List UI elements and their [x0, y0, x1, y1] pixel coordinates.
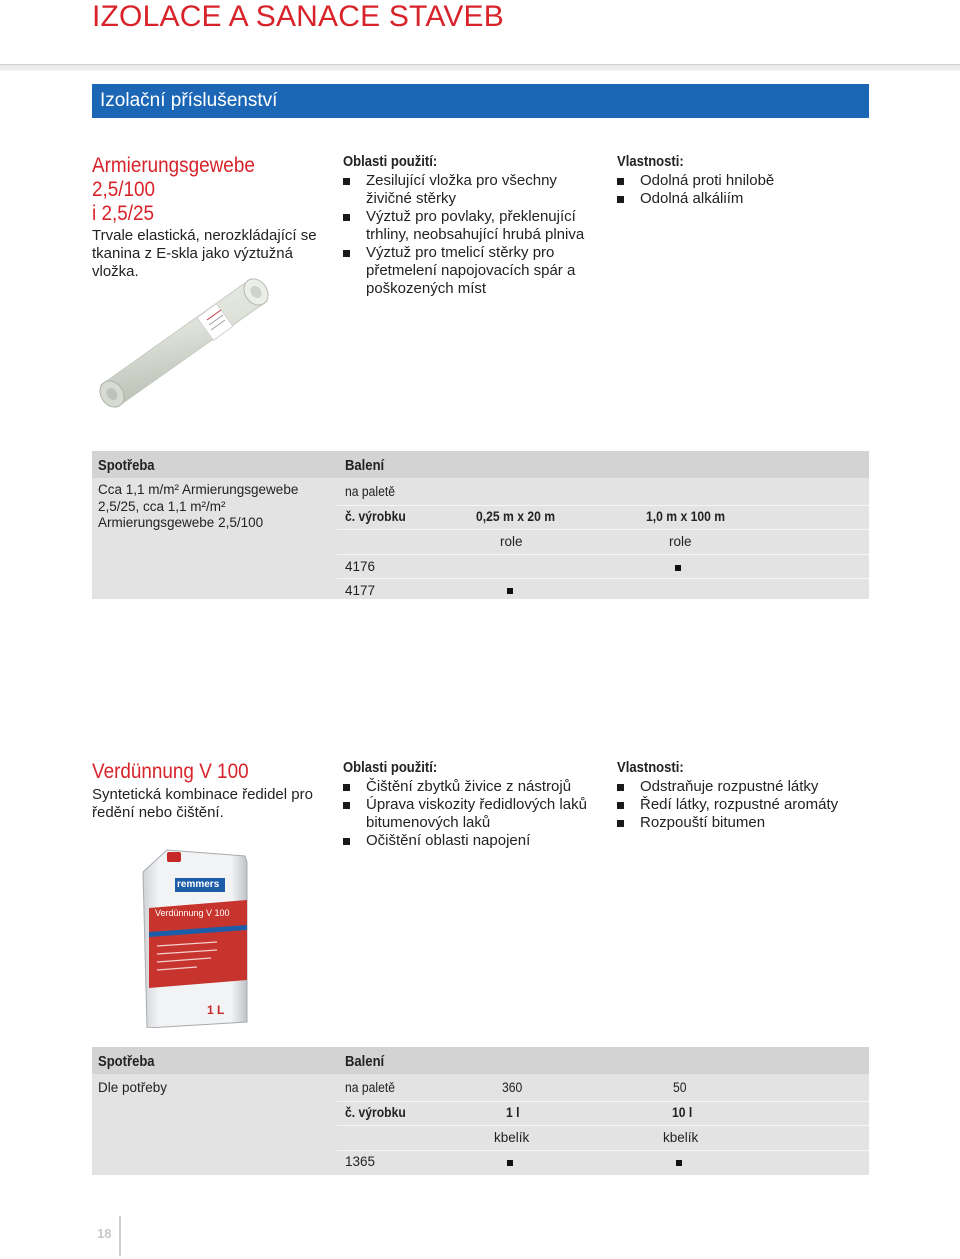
consumption-heading: Spotřeba — [98, 458, 155, 474]
list-item: Výztuž pro tmelicí stěrky pro přetmelení napojovacích spár a poškozených míst — [343, 244, 603, 298]
availability-mark — [507, 588, 513, 594]
row-divider — [337, 1125, 869, 1126]
usage-block-1 — [343, 154, 603, 298]
list-item: Odolná alkáliím — [617, 190, 857, 208]
availability-mark — [507, 1160, 513, 1166]
list-item: Odstraňuje rozpustné látky — [617, 778, 867, 796]
list-item: Očištění oblasti napojení — [343, 832, 603, 850]
list-item: Rozpouští bitumen — [617, 814, 867, 832]
unit-label: kbelík — [494, 1130, 530, 1145]
unit-label: role — [500, 534, 523, 549]
row-divider — [337, 1150, 869, 1151]
properties-heading: Vlastnosti: — [617, 760, 684, 776]
properties-block-1 — [617, 154, 857, 208]
section-header — [92, 84, 869, 118]
product-name-line2: i 2,5/25 — [92, 202, 155, 225]
properties-list — [617, 172, 857, 208]
pallet-value: 50 — [673, 1080, 687, 1095]
usage-heading: Oblasti použití: — [343, 154, 438, 170]
product-name: Verdünnung V 100 — [92, 760, 249, 783]
table-header-row — [92, 1047, 869, 1074]
packaging-heading: Balení — [345, 1054, 385, 1070]
unit-label: kbelík — [663, 1130, 699, 1145]
pallet-label: na paletě — [345, 1080, 396, 1095]
row-divider — [337, 529, 869, 530]
product-image-solvent-can — [137, 848, 249, 1028]
page-title: IZOLACE A SANACE STAVEB — [92, 0, 504, 33]
article-code: 4176 — [345, 559, 376, 574]
product-intro-2 — [92, 760, 327, 822]
product-image-mesh-roll — [95, 275, 280, 410]
can-brand-label: remmers — [177, 879, 220, 890]
product-description: Syntetická kombinace ředidel pro ředění nebo čištění. — [92, 786, 313, 821]
page-number-rule — [119, 1216, 121, 1256]
article-code: 1365 — [345, 1154, 376, 1169]
availability-mark — [675, 565, 681, 571]
row-divider — [337, 1101, 869, 1102]
row-divider — [337, 554, 869, 555]
can-body — [137, 848, 249, 1028]
usage-list — [343, 172, 603, 298]
article-code: 4177 — [345, 583, 376, 598]
usage-heading: Oblasti použití: — [343, 760, 438, 776]
row-divider — [337, 505, 869, 506]
size-column: 0,25 m x 20 m — [476, 509, 556, 524]
section-title: Izolační příslušenství — [100, 90, 278, 111]
product-table-2 — [92, 1047, 869, 1175]
size-column: 10 l — [672, 1105, 693, 1120]
pallet-label: na paletě — [345, 484, 396, 499]
list-item: Zesilující vložka pro všechny živičné stěrky — [343, 172, 603, 208]
properties-heading: Vlastnosti: — [617, 154, 684, 170]
article-label: č. výrobku — [345, 1105, 406, 1120]
product-intro-1 — [92, 154, 322, 281]
product-name: Armierungsgewebe 2,5/100 — [92, 154, 255, 201]
size-column: 1 l — [506, 1105, 520, 1120]
availability-mark — [676, 1160, 682, 1166]
table-header-row — [92, 451, 869, 478]
unit-label: role — [669, 534, 692, 549]
list-item: Odolná proti hnilobě — [617, 172, 857, 190]
properties-list — [617, 778, 867, 832]
packaging-heading: Balení — [345, 458, 385, 474]
article-label: č. výrobku — [345, 509, 406, 524]
product-table-1 — [92, 451, 869, 599]
consumption-heading: Spotřeba — [98, 1054, 155, 1070]
row-divider — [337, 578, 869, 579]
pallet-value: 360 — [502, 1080, 523, 1095]
product-description: Trvale elastická, nerozkládající se tkanina z E-skla jako výztužná vložka. — [92, 227, 317, 280]
can-product-label: Verdünnung V 100 — [155, 908, 230, 918]
list-item: Ředí látky, rozpustné aromáty — [617, 796, 867, 814]
list-item: Výztuž pro povlaky, překlenující trhliny, neobsahující hrubá plniva — [343, 208, 603, 244]
properties-block-2 — [617, 760, 867, 832]
page-number: 18 — [97, 1226, 112, 1241]
list-item: Úprava viskozity ředidlových laků bitumenových laků — [343, 796, 603, 832]
usage-list — [343, 778, 603, 850]
consumption-text: Cca 1,1 m/m² Armierungsgewebe 2,5/25, cca 1,1 m²/m² Armierungsgewebe 2,5/100 — [98, 482, 299, 530]
title-divider — [0, 64, 960, 71]
can-volume-label: 1 L — [207, 1003, 225, 1017]
usage-block-2 — [343, 760, 603, 850]
consumption-text: Dle potřeby — [98, 1080, 168, 1095]
size-column: 1,0 m x 100 m — [646, 509, 726, 524]
list-item: Čištění zbytků živice z nástrojů — [343, 778, 603, 796]
